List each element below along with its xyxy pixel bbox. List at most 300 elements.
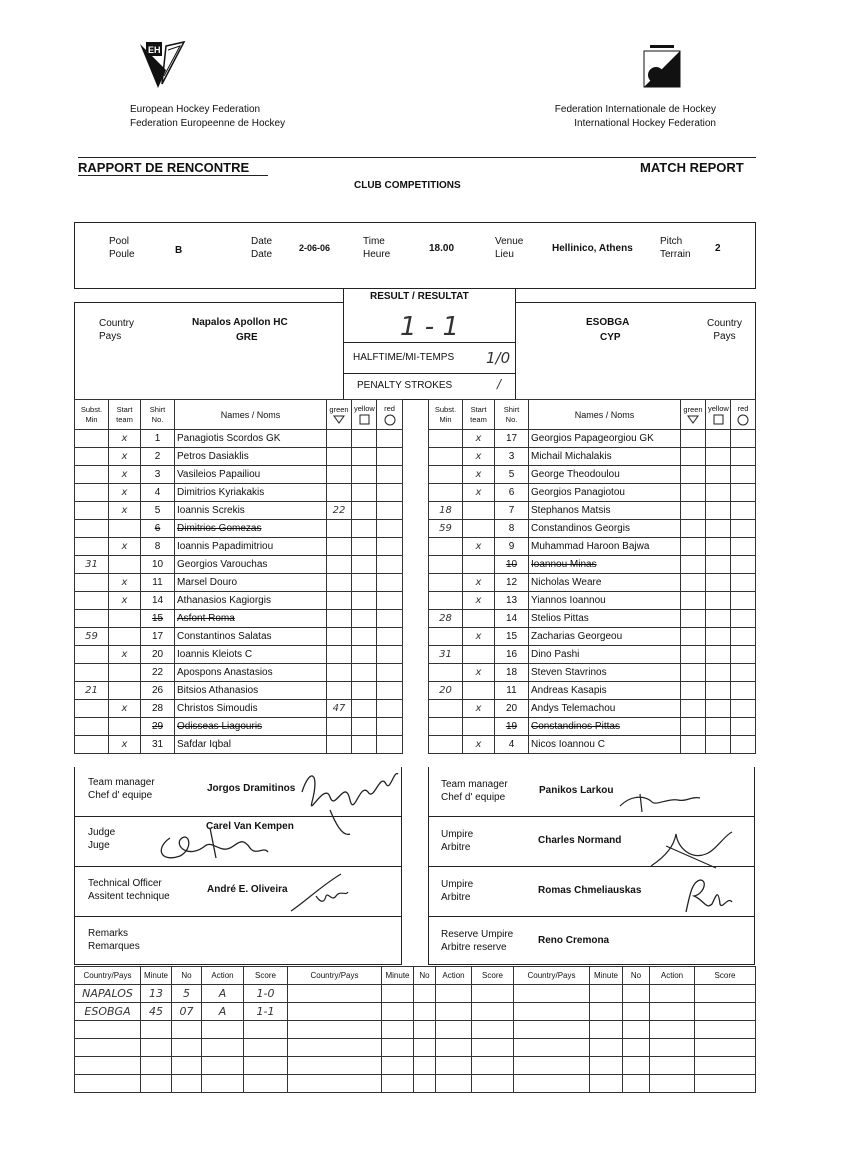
goal-country-cell [514,1057,590,1075]
player-name: Panagiotis Scordos GK [175,430,327,448]
umpire2-name: Romas Chmeliauskas [538,885,642,896]
goal-no-cell [623,1003,650,1021]
yellow-card-cell [352,592,377,610]
green-card-icon [333,415,345,424]
shirt-number: 26 [141,682,175,700]
goals-header-cell: No [414,967,436,985]
goals-header-cell: Action [436,967,472,985]
subst-minute: 20 [429,682,463,700]
shirt-number: 29 [141,718,175,736]
player-name: Stelios Pittas [529,610,681,628]
red-card-cell [377,682,403,700]
start-mark: x [463,574,495,592]
goal-country-cell [75,1021,141,1039]
penalty-label: PENALTY STROKES [357,380,453,391]
goals-header-cell: Score [244,967,288,985]
yellow-card-cell [706,502,731,520]
signature-tech [286,866,366,916]
goal-no-cell [414,1039,436,1057]
start-mark: x [109,430,141,448]
player-name: Steven Stavrinos [529,664,681,682]
table-row [429,520,756,538]
halftime-label: HALFTIME/MI-TEMPS [353,352,455,363]
subst-minute [429,574,463,592]
table-row [75,646,403,664]
green-card-minute [327,574,352,592]
yellow-card-cell [706,736,731,754]
table-row [75,664,403,682]
player-name: Michail Michalakis [529,448,681,466]
result-label: RESULT / RESULTAT [370,291,469,302]
shirt-number: 13 [495,592,529,610]
shirt-number: 19 [495,718,529,736]
green-header: green [327,400,352,430]
red-card-cell [377,448,403,466]
table-row [75,556,403,574]
names-header-right: Names / Noms [529,400,681,430]
red-card-cell [377,736,403,754]
subtitle: CLUB COMPETITIONS [354,180,461,191]
goal-no-cell [172,1057,202,1075]
pool-value: B [175,245,183,256]
subst-minute [75,466,109,484]
shirt-number: 5 [495,466,529,484]
player-name: Ioannis Papadimitriou [175,538,327,556]
subst-minute: 59 [75,628,109,646]
red-card-cell [731,664,756,682]
subst-minute: 31 [429,646,463,664]
red-card-cell [731,574,756,592]
goal-action-cell [650,1003,695,1021]
goal-score-cell [695,1039,756,1057]
green-card-minute [681,736,706,754]
goal-score-cell [472,1003,514,1021]
umpire2-label: Umpire Arbitre [441,879,474,903]
player-name: Apospons Anastasios [175,664,327,682]
shirt-number: 18 [495,664,529,682]
result-divider-1 [343,342,516,343]
shirt-number: 28 [141,700,175,718]
table-row [75,1057,756,1075]
yellow-card-cell [352,574,377,592]
goal-score-cell [695,1057,756,1075]
player-name: Zacharias Georgeou [529,628,681,646]
goal-minute-cell [141,1057,172,1075]
table-row [75,682,403,700]
start-mark [109,682,141,700]
title-underline [78,175,268,176]
subst-minute [429,736,463,754]
start-mark [109,664,141,682]
start-mark: x [463,592,495,610]
right-org-line2: International Hockey Federation [574,118,716,129]
right-team-name: ESOBGA [586,317,630,328]
yellow-card-cell [706,556,731,574]
goal-action-cell [436,1039,472,1057]
subst-minute [429,484,463,502]
subst-minute [75,736,109,754]
reserve-name: Reno Cremona [538,935,610,946]
start-mark: x [109,700,141,718]
subst-minute [429,718,463,736]
goal-country-cell [514,1039,590,1057]
venue-value: Hellinico, Athens [552,243,633,254]
venue-label: Venue Lieu [495,236,524,260]
officials-left-div3 [74,916,402,917]
red-card-cell [377,628,403,646]
yellow-card-cell [352,538,377,556]
subst-header: Subst. Min [75,400,109,430]
goal-score-cell [244,1039,288,1057]
green-header-right: green [681,400,706,430]
left-manager-name: Jorgos Dramitinos [207,783,296,794]
pitch-value: 2 [715,243,721,254]
green-card-minute [681,592,706,610]
red-header: red [377,400,403,430]
goal-action-cell [650,1021,695,1039]
red-card-cell [377,592,403,610]
right-org-names [531,103,716,131]
yellow-card-icon [359,414,370,425]
officials-right-div3 [428,916,755,917]
yellow-card-cell [352,736,377,754]
start-mark [109,520,141,538]
table-row [429,574,756,592]
green-card-minute [327,592,352,610]
table-row [75,610,403,628]
green-card-minute [327,556,352,574]
goal-minute-cell [141,1075,172,1093]
green-card-minute [327,466,352,484]
player-name: Safdar Iqbal [175,736,327,754]
red-card-cell [377,430,403,448]
player-name: Athanasios Kagiorgis [175,592,327,610]
goal-no-cell [172,1075,202,1093]
green-card-minute [681,610,706,628]
umpire1-name: Charles Normand [538,835,622,846]
halftime-score: 1/0 [486,349,511,367]
right-org-line1: Federation Internationale de Hockey [554,104,716,115]
player-name: Asfont Roma [175,610,327,628]
goal-no-cell [414,1021,436,1039]
shirt-number: 15 [141,610,175,628]
start-mark: x [463,628,495,646]
start-mark: x [463,736,495,754]
player-name: Georgios Varouchas [175,556,327,574]
yellow-card-cell [352,502,377,520]
green-card-minute [327,664,352,682]
goal-score-cell [472,1075,514,1093]
goal-country-cell [514,985,590,1003]
subst-minute [75,538,109,556]
red-card-cell [731,538,756,556]
shirt-header-right: Shirt No. [495,400,529,430]
red-card-cell [377,610,403,628]
red-card-cell [731,466,756,484]
yellow-header: yellow [352,400,377,430]
start-mark [463,520,495,538]
goal-score-cell [472,985,514,1003]
time-value: 18.00 [429,243,455,254]
player-name: Ioannou Minas [529,556,681,574]
yellow-card-cell [352,664,377,682]
start-mark [463,646,495,664]
yellow-card-cell [352,700,377,718]
left-country-label: Country Pays [99,318,135,342]
start-mark [109,628,141,646]
goal-action-cell: A [202,985,244,1003]
right-country-label: Country Pays [707,318,743,342]
table-row [75,430,403,448]
red-card-cell [731,700,756,718]
yellow-card-cell [352,610,377,628]
shirt-number: 11 [495,682,529,700]
start-mark [463,682,495,700]
shirt-number: 9 [495,538,529,556]
player-name: Nicos Ioannou C [529,736,681,754]
subst-minute [429,430,463,448]
right-manager-label: Team manager Chef d' equipe [441,779,508,803]
goals-header-cell: No [172,967,202,985]
signature-umpire2 [676,874,736,916]
subst-minute [75,700,109,718]
subst-minute: 59 [429,520,463,538]
start-mark: x [463,448,495,466]
goal-country-cell [75,1039,141,1057]
start-mark: x [109,448,141,466]
table-row [429,610,756,628]
player-name: Stephanos Matsis [529,502,681,520]
svg-text:EH: EH [148,45,161,55]
yellow-card-cell [352,682,377,700]
start-mark [109,718,141,736]
green-card-minute [681,718,706,736]
subst-minute [75,592,109,610]
green-card-minute [681,664,706,682]
shirt-number: 10 [141,556,175,574]
green-card-minute [681,502,706,520]
subst-header-right: Subst. Min [429,400,463,430]
start-mark [463,502,495,520]
shirt-number: 4 [495,736,529,754]
goals-header-cell: Minute [382,967,414,985]
table-row [75,592,403,610]
shirt-number: 22 [141,664,175,682]
red-card-cell [731,502,756,520]
yellow-card-icon [713,414,724,425]
goal-minute-cell [382,1003,414,1021]
shirt-number: 12 [495,574,529,592]
table-row [75,1021,756,1039]
table-row [429,556,756,574]
ehf-logo [138,40,186,95]
left-org-names [130,103,285,131]
subst-minute [429,448,463,466]
goal-country-cell [288,1057,382,1075]
red-card-cell [377,646,403,664]
header-rule [78,157,756,158]
goal-minute-cell [590,985,623,1003]
shirt-header: Shirt No. [141,400,175,430]
goal-minute-cell [382,985,414,1003]
goal-country-cell: ESOBGA [75,1003,141,1021]
date-value: 2-06-06 [299,243,331,253]
title-en: MATCH REPORT [640,160,744,175]
red-card-icon [737,414,749,426]
goal-minute-cell [141,1021,172,1039]
red-card-cell [377,574,403,592]
green-card-minute [327,448,352,466]
start-mark: x [109,484,141,502]
goal-no-cell [623,1057,650,1075]
goal-country-cell [288,1003,382,1021]
green-card-minute [327,430,352,448]
player-name: George Theodoulou [529,466,681,484]
yellow-header-right: yellow [706,400,731,430]
player-name: Dimitrios Kyriakakis [175,484,327,502]
start-mark: x [109,736,141,754]
goals-header-cell: Country/Pays [75,967,141,985]
table-row [75,985,756,1003]
left-org-line2: Federation Europeenne de Hockey [130,118,286,129]
subst-minute: 18 [429,502,463,520]
right-team-country: CYP [600,332,621,343]
green-card-minute [681,466,706,484]
goal-no-cell [623,1021,650,1039]
green-card-minute [681,646,706,664]
table-row [429,430,756,448]
red-card-cell [377,556,403,574]
goal-action-cell [202,1075,244,1093]
goal-country-cell [514,1075,590,1093]
red-card-cell [377,538,403,556]
goal-no-cell [414,1075,436,1093]
penalty-value: / [497,377,502,391]
start-header-right: Start team [463,400,495,430]
shirt-number: 17 [495,430,529,448]
goal-country-cell [75,1075,141,1093]
green-card-minute [327,682,352,700]
goals-header-cell: Minute [590,967,623,985]
start-mark: x [463,700,495,718]
yellow-card-cell [706,682,731,700]
green-card-minute [681,520,706,538]
player-name: Christos Simoudis [175,700,327,718]
goal-minute-cell [382,1057,414,1075]
shirt-number: 20 [495,700,529,718]
goal-score-cell [472,1021,514,1039]
red-card-cell [731,610,756,628]
player-name: Odisseas Liagouris [175,718,327,736]
left-team-name: Napalos Apollon HC [192,317,288,328]
yellow-card-cell [706,718,731,736]
pool-label: Pool Poule [109,236,135,260]
remarks-label: Remarks Remarques [88,928,140,952]
left-manager-label: Team manager Chef d' equipe [88,777,155,801]
player-name: Constantinos Salatas [175,628,327,646]
goal-minute-cell [590,1075,623,1093]
subst-minute [75,502,109,520]
shirt-number: 17 [141,628,175,646]
goal-no-cell: 5 [172,985,202,1003]
goal-action-cell [202,1039,244,1057]
fih-logo [642,45,684,96]
yellow-card-cell [352,484,377,502]
player-name: Ioannis Kleiots C [175,646,327,664]
yellow-card-cell [706,700,731,718]
goal-action-cell [202,1057,244,1075]
goals-header-cell: Country/Pays [514,967,590,985]
table-row [75,448,403,466]
goal-country-cell [514,1021,590,1039]
right-manager-name: Panikos Larkou [539,785,614,796]
shirt-number: 20 [141,646,175,664]
table-row [75,718,403,736]
signature-right-manager [612,784,702,814]
shirt-number: 6 [141,520,175,538]
shirt-number: 4 [141,484,175,502]
red-card-cell [731,592,756,610]
table-row [429,628,756,646]
start-mark: x [463,538,495,556]
judge-label: Judge Juge [88,827,116,851]
table-row [429,502,756,520]
start-mark [463,718,495,736]
subst-minute [75,484,109,502]
player-name: Dino Pashi [529,646,681,664]
goal-country-cell: NAPALOS [75,985,141,1003]
red-card-cell [731,430,756,448]
subst-minute [429,664,463,682]
red-card-cell [731,736,756,754]
title-fr: RAPPORT DE RENCONTRE [78,160,250,175]
green-card-minute [327,736,352,754]
result-score: 1 - 1 [400,312,459,342]
yellow-card-cell [706,430,731,448]
goal-score-cell [695,1003,756,1021]
player-name: Vasileios Papailiou [175,466,327,484]
player-name: Georgios Panagiotou [529,484,681,502]
judge-name: Carel Van Kempen [206,821,294,832]
goal-action-cell [650,1075,695,1093]
table-row [429,682,756,700]
shirt-number: 8 [141,538,175,556]
match-info-box [74,222,756,289]
green-card-minute [681,538,706,556]
yellow-card-cell [352,466,377,484]
green-card-minute [681,700,706,718]
table-row [429,664,756,682]
table-row [75,574,403,592]
goal-no-cell [414,1003,436,1021]
green-card-minute [681,574,706,592]
subst-minute [75,430,109,448]
yellow-card-cell [706,664,731,682]
signature-umpire1 [646,826,736,874]
subst-minute [429,556,463,574]
reserve-label: Reserve Umpire Arbitre reserve [441,929,514,953]
yellow-card-cell [706,538,731,556]
goal-score-cell [472,1039,514,1057]
shirt-number: 31 [141,736,175,754]
goals-header-cell: Action [650,967,695,985]
shirt-number: 3 [141,466,175,484]
goal-no-cell [172,1021,202,1039]
green-card-minute [681,628,706,646]
player-name: Andys Telemachou [529,700,681,718]
start-mark: x [109,538,141,556]
shirt-number: 3 [495,448,529,466]
